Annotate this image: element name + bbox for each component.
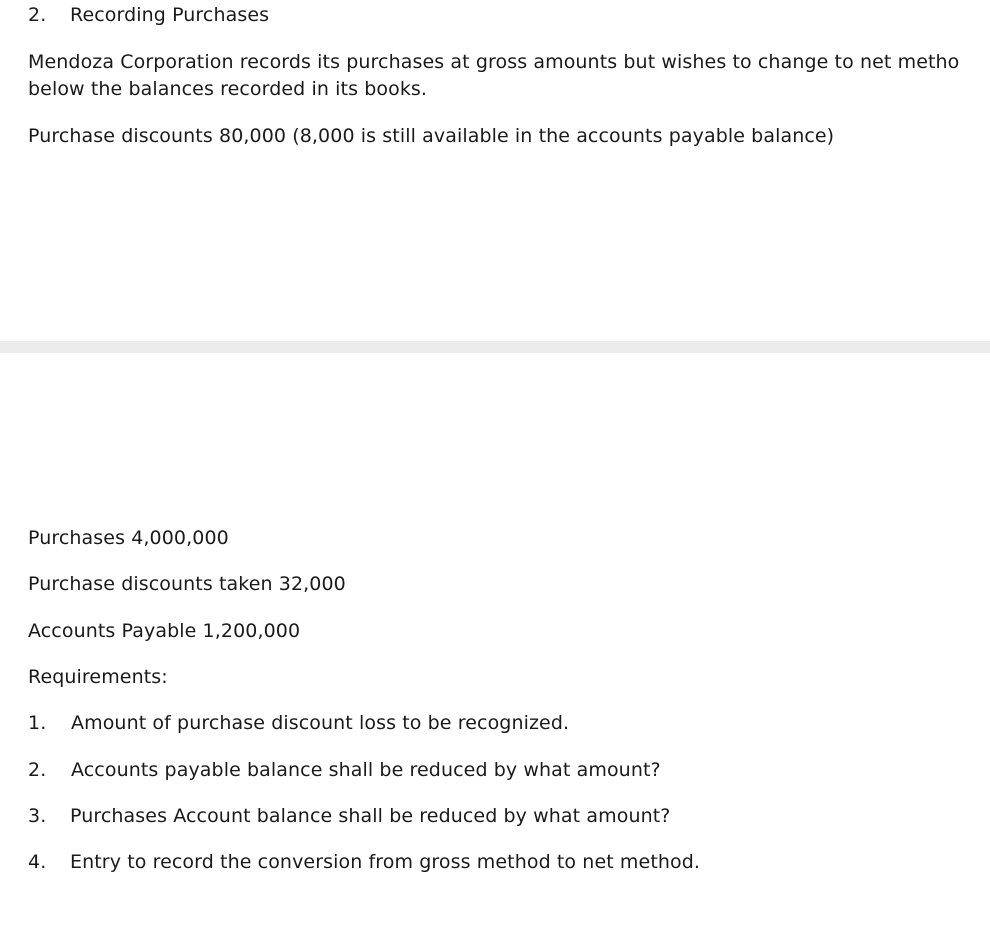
question-title: Recording Purchases [70,4,270,26]
balance-purchase-discounts-taken: Purchase discounts taken 32,000 [28,573,346,595]
requirement-text: Accounts payable balance shall be reduced by what amount? [71,759,661,781]
requirement-number: 2. [28,759,47,781]
balance-accounts-payable: Accounts Payable 1,200,000 [28,620,301,642]
balance-purchases: Purchases 4,000,000 [28,527,229,549]
requirement-text: Amount of purchase discount loss to be recognized. [71,712,570,734]
question-number: 2. [28,4,47,26]
requirements-label: Requirements: [28,666,168,688]
intro-line-2: below the balances recorded in its books. [28,78,428,100]
page-divider [0,341,990,353]
requirement-number: 4. [28,851,47,873]
intro-line-1: Mendoza Corporation records its purchases at gross amounts but wishes to change to net metho [28,51,960,73]
requirement-number: 1. [28,712,47,734]
requirement-number: 3. [28,805,47,827]
purchase-discounts-fact: Purchase discounts 80,000 (8,000 is still available in the accounts payable balance) [28,125,835,147]
requirement-text: Purchases Account balance shall be reduced by what amount? [70,805,671,827]
requirement-text: Entry to record the conversion from gross method to net method. [70,851,701,873]
